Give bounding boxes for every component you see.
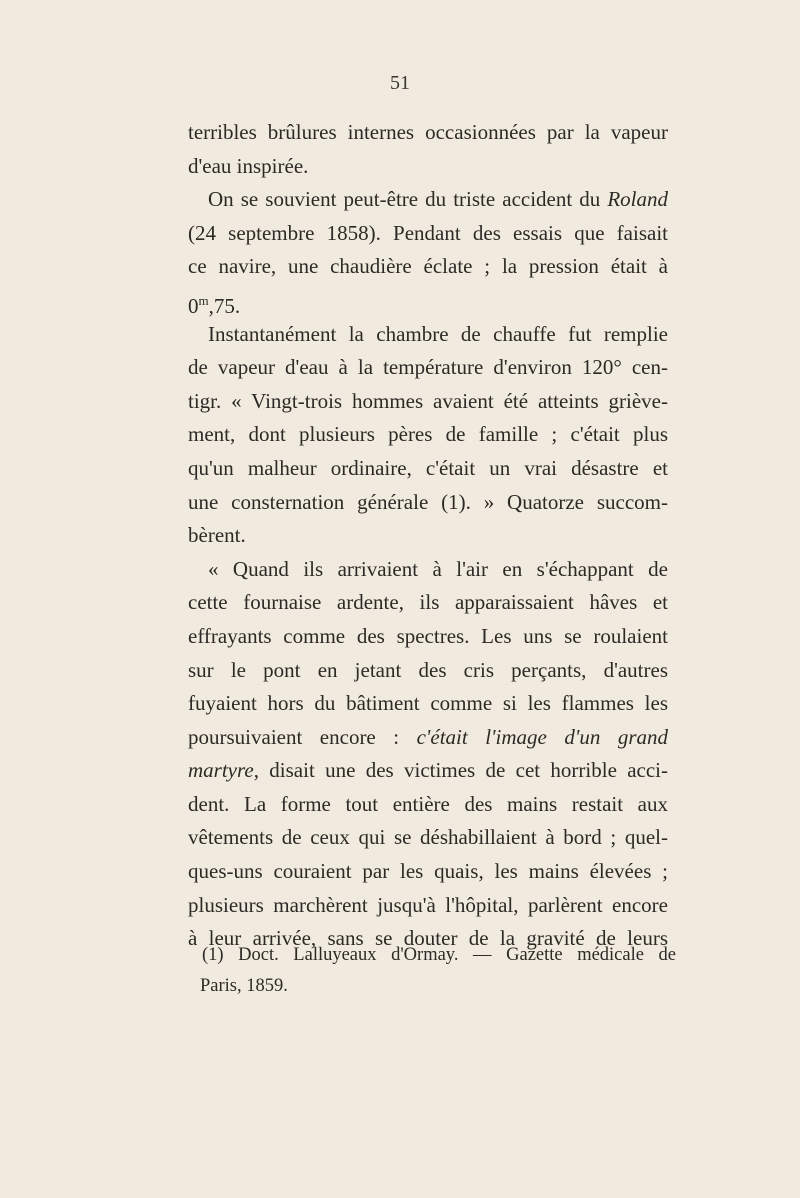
text-line bbox=[188, 754, 668, 788]
text-line-prefix: On se souvient peut-être du triste accident du bbox=[208, 187, 608, 212]
body-text bbox=[188, 116, 668, 956]
text-line: une consternation générale (1). » Quatorze succom- bbox=[188, 489, 668, 514]
text-line: terribles brûlures internes occasionnées par la vapeur bbox=[188, 120, 668, 144]
footnote-line: (1) Doct. Lalluyeaux d'Ormay. — Gazette médicale de bbox=[202, 945, 676, 965]
ship-name: Roland bbox=[607, 187, 668, 212]
text-line: sur le pont en jetant des cris perçants, d'autres bbox=[188, 657, 668, 682]
text-line: qu'un malheur ordinaire, c'était un vrai désastre et bbox=[188, 455, 668, 480]
text-line: Instantanément la chambre de chauffe fut remplie bbox=[208, 321, 668, 346]
text-line bbox=[188, 183, 668, 217]
text-line: ques-uns couraient par les quais, les mains élevées ; bbox=[188, 859, 668, 884]
text-line: dent. La forme tout entière des mains restait aux bbox=[188, 791, 668, 816]
italic-quote: c'était l'image d'un grand bbox=[416, 724, 668, 749]
text-line: à leur arrivée, sans se douter de la gravité de leurs bbox=[188, 926, 668, 951]
pressure-value: ,75. bbox=[208, 293, 241, 318]
text-line: cette fournaise ardente, ils apparaissaient hâves et bbox=[188, 590, 668, 615]
text-line: fuyaient hors du bâtiment comme si les flammes les bbox=[188, 691, 668, 716]
pressure-unit: m bbox=[198, 292, 209, 308]
text-line: (24 septembre 1858). Pendant des essais que faisait bbox=[188, 220, 668, 245]
page-number: 51 bbox=[390, 72, 410, 94]
footnote-line: Paris, 1859. bbox=[200, 976, 288, 996]
text-line-prefix: poursuivaient encore : bbox=[188, 724, 417, 749]
footnote bbox=[200, 940, 676, 1002]
italic-quote: martyre bbox=[188, 758, 254, 783]
text-line bbox=[188, 721, 668, 755]
pressure-zero: 0 bbox=[188, 293, 199, 318]
text-line: vêtements de ceux qui se déshabillaient à bord ; quel- bbox=[188, 825, 668, 850]
text-line: ment, dont plusieurs pères de famille ; c'était plus bbox=[188, 422, 668, 447]
text-line-suffix: , disait une des victimes de cet horrible acci- bbox=[253, 758, 668, 783]
text-line bbox=[188, 284, 668, 318]
text-line: « Quand ils arrivaient à l'air en s'échappant de bbox=[208, 556, 668, 581]
text-line: plusieurs marchèrent jusqu'à l'hôpital, parlèrent encore bbox=[188, 892, 668, 917]
text-line: bèrent. bbox=[188, 523, 246, 548]
text-line: de vapeur d'eau à la température d'environ 120° cen- bbox=[188, 355, 668, 380]
text-line: ce navire, une chaudière éclate ; la pression était à bbox=[188, 254, 668, 279]
text-line: effrayants comme des spectres. Les uns se roulaient bbox=[188, 623, 668, 648]
text-line: d'eau inspirée. bbox=[188, 153, 309, 178]
text-line: tigr. « Vingt-trois hommes avaient été atteints grièvе- bbox=[188, 388, 668, 413]
